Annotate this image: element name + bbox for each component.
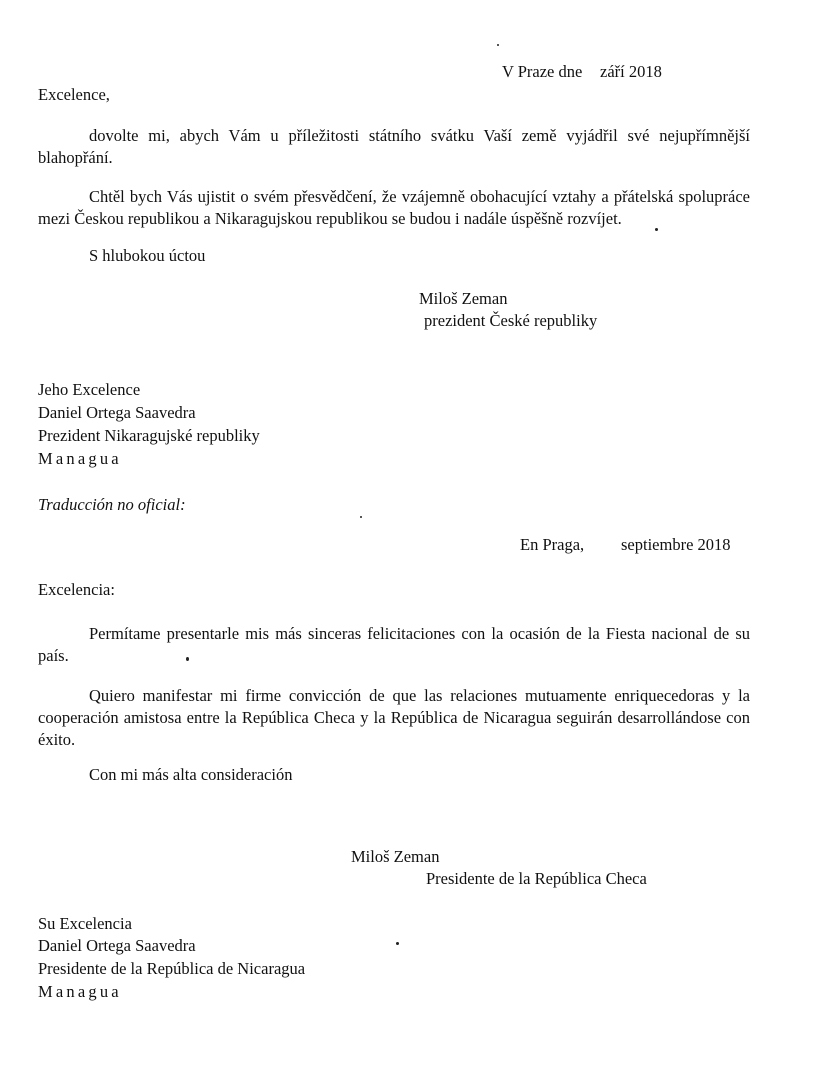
scan-speck — [655, 228, 658, 231]
translation-label: Traducción no oficial: — [38, 495, 186, 514]
spanish-addressee-line-1: Su Excelencia — [38, 914, 132, 933]
spanish-salutation: Excelencia: — [38, 580, 115, 599]
czech-date-month: září 2018 — [600, 62, 662, 81]
spanish-addressee-line-3: Presidente de la República de Nicaragua — [38, 959, 306, 978]
czech-paragraph-1: dovolte mi, abych Vám u příležitosti státního svátku Vaší země vyjádřil své nejupřímnější blahopřání. — [38, 126, 750, 167]
czech-date-place: V Praze dne — [502, 62, 583, 81]
czech-signature-title: prezident České republiky — [424, 311, 598, 330]
spanish-addressee-line-2: Daniel Ortega Saavedra — [38, 936, 196, 955]
scan-speck — [396, 942, 399, 945]
scan-speck — [497, 44, 499, 46]
scan-speck — [360, 516, 362, 518]
czech-salutation: Excelence, — [38, 85, 110, 104]
spanish-paragraph-1: Permítame presentarle mis más sinceras felicitaciones con la ocasión de la Fiesta nacional de su país. — [38, 624, 750, 665]
spanish-date-month: septiembre 2018 — [621, 535, 731, 554]
spanish-signature-name: Miloš Zeman — [351, 847, 440, 866]
spanish-paragraph-2: Quiero manifestar mi firme convicción de que las relaciones mutuamente enriquecedoras y la cooperación amistosa entre la República Checa y la República de Nicaragua seguirán desarrollándose con éxito. — [38, 686, 750, 749]
czech-addressee-line-2: Daniel Ortega Saavedra — [38, 403, 196, 422]
czech-signature-name: Miloš Zeman — [419, 289, 508, 308]
czech-addressee-line-3: Prezident Nikaragujské republiky — [38, 426, 260, 445]
spanish-signature-title: Presidente de la República Checa — [426, 869, 647, 888]
czech-addressee-line-1: Jeho Excelence — [38, 380, 141, 399]
scan-speck — [186, 657, 189, 661]
spanish-closing: Con mi más alta consideración — [89, 765, 293, 784]
spanish-addressee-line-4: Managua — [38, 982, 122, 1001]
czech-paragraph-2: Chtěl bych Vás ujistit o svém přesvědčení, že vzájemně obohacující vztahy a přátelská spolupráce mezi Českou republikou a Nikaragujskou republikou se budou i nadále úspěšně rozvíjet. — [38, 187, 750, 228]
spanish-date-place: En Praga, — [520, 535, 585, 554]
czech-addressee-line-4: Managua — [38, 449, 122, 468]
czech-closing: S hlubokou úctou — [89, 246, 206, 265]
